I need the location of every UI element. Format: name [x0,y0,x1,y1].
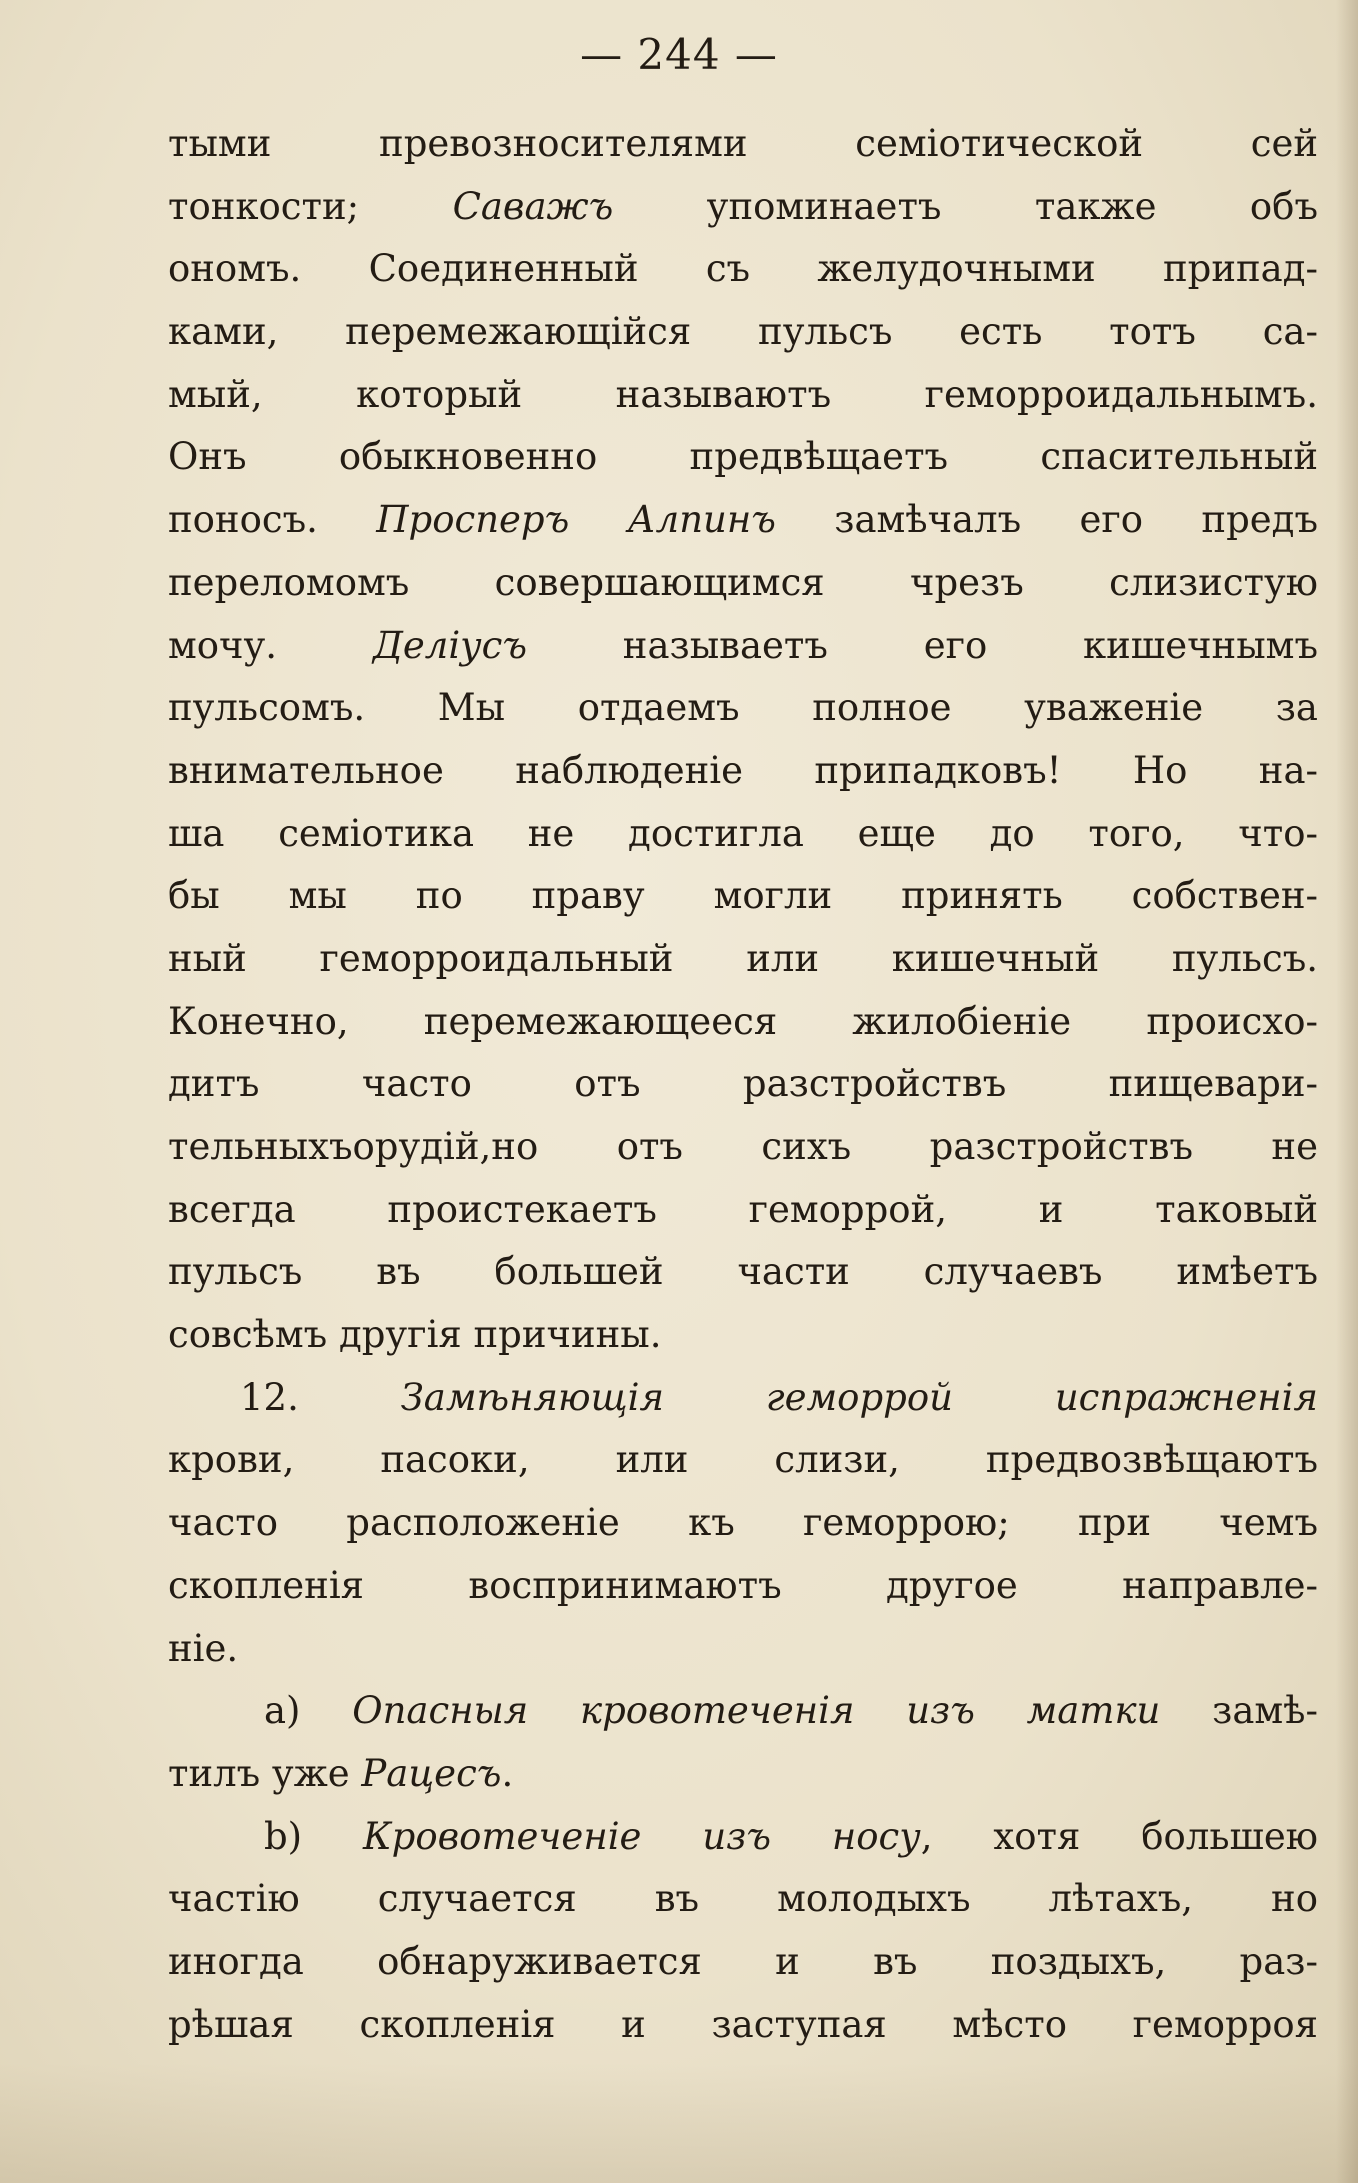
text-line [168,615,1318,678]
page-edge-shadow [1336,0,1358,2183]
text-line [168,1994,1318,2057]
text-line [168,991,1318,1054]
text-segment: часто расположеніе къ геморрою; при чемъ [168,1501,1318,1545]
text-line [168,552,1318,615]
text-segment: совсѣмъ другія причины. [168,1313,662,1357]
text-segment: частію случается въ молодыхъ лѣтахъ, но [168,1877,1318,1921]
text-segment: называетъ его кишечнымъ [527,623,1318,667]
text-line [168,238,1318,301]
text-line [168,1116,1318,1179]
italic-text: Рацесъ [361,1751,502,1795]
text-segment: пульсъ въ большей части случаевъ имѣетъ [168,1250,1318,1294]
text-line [168,1492,1318,1555]
italic-text: Кровотеченіе изъ носу [363,1814,921,1858]
text-line [168,1618,1318,1681]
text-segment: ный геморроидальный или кишечный пульсъ. [168,936,1318,980]
text-segment: рѣшая скопленія и заступая мѣсто геморроя [168,2002,1318,2046]
text-segment: внимательное наблюденіе припадковъ! Но на- [168,748,1318,792]
text-line [168,1304,1318,1367]
text-line [168,489,1318,552]
text-segment: переломомъ совершающимся чрезъ слизистую [168,560,1318,604]
text-line [168,1367,1318,1430]
text-segment: скопленія воспринимаютъ другое направле- [168,1563,1318,1607]
text-line [168,301,1318,364]
text-segment: тилъ уже [168,1751,362,1795]
italic-text: Опасныя кровотеченія изъ матки [352,1689,1161,1733]
text-segment: поносъ. [168,498,377,542]
text-line [168,1053,1318,1116]
text-segment: a) [264,1689,353,1733]
text-segment: мочу. [168,623,373,667]
text-segment: тельныхъорудій,но отъ сихъ разстройствъ не [168,1125,1318,1168]
text-segment: пульсомъ. Мы отдаемъ полное уваженіе за [168,686,1318,730]
text-segment: b) [264,1814,364,1858]
text-segment: всегда проистекаетъ геморрой, и таковый [168,1187,1318,1231]
text-segment: упоминаетъ также объ [613,184,1318,228]
text-line [168,865,1318,928]
text-line [168,176,1318,239]
italic-text: Деліусъ [372,623,528,667]
text-line [168,113,1318,176]
text-line [168,1179,1318,1242]
text-line [168,740,1318,803]
italic-text: Замѣняющія геморрой испражненія [400,1375,1318,1419]
text-segment: . [501,1751,514,1795]
text-segment: Онъ обыкновенно предвѣщаетъ спасительный [168,435,1318,479]
text-line [168,1743,1318,1806]
text-line [168,364,1318,427]
text-line [168,426,1318,489]
page-bottom-shade [0,2063,1358,2183]
text-segment: тонкости; [168,184,453,228]
text-segment: ніе. [168,1626,239,1670]
text-segment: ша семіотика не достигла еще до того, что- [168,811,1318,855]
text-segment: Конечно, перемежающееся жилобіеніе происхо- [168,999,1318,1043]
text-line [168,803,1318,866]
text-line [168,1868,1318,1931]
text-line [168,1429,1318,1492]
text-segment: тыми превозносителями семіотической сей [168,122,1318,165]
text-line [168,677,1318,740]
text-segment: крови, пасоки, или слизи, предвозвѣщаютъ [168,1438,1318,1482]
page-number: — 244 — [580,30,778,79]
text-segment: мый, который называютъ геморроидальнымъ. [168,372,1318,416]
text-segment: бы мы по праву могли принять собствен- [168,874,1318,918]
text-line [168,1931,1318,1994]
text-line [168,1680,1318,1743]
text-segment: 12. [240,1375,401,1419]
text-segment: ками, перемежающійся пульсъ есть тотъ са- [168,310,1318,354]
italic-text: Саважъ [452,184,614,228]
text-segment: замѣ- [1160,1689,1318,1733]
text-segment: замѣчалъ его предъ [775,498,1318,542]
body-text [168,113,1318,2056]
text-line [168,928,1318,991]
text-segment: , хотя большею [920,1814,1318,1858]
text-segment: ономъ. Соединенный съ желудочными припад- [168,247,1318,291]
text-line [168,1555,1318,1618]
text-line [168,1806,1318,1869]
italic-text: Просперъ Алпинъ [376,498,776,542]
text-line [168,1241,1318,1304]
text-segment: иногда обнаруживается и въ поздыхъ, раз- [168,1939,1318,1983]
text-segment: дитъ часто отъ разстройствъ пищевари- [168,1062,1318,1106]
